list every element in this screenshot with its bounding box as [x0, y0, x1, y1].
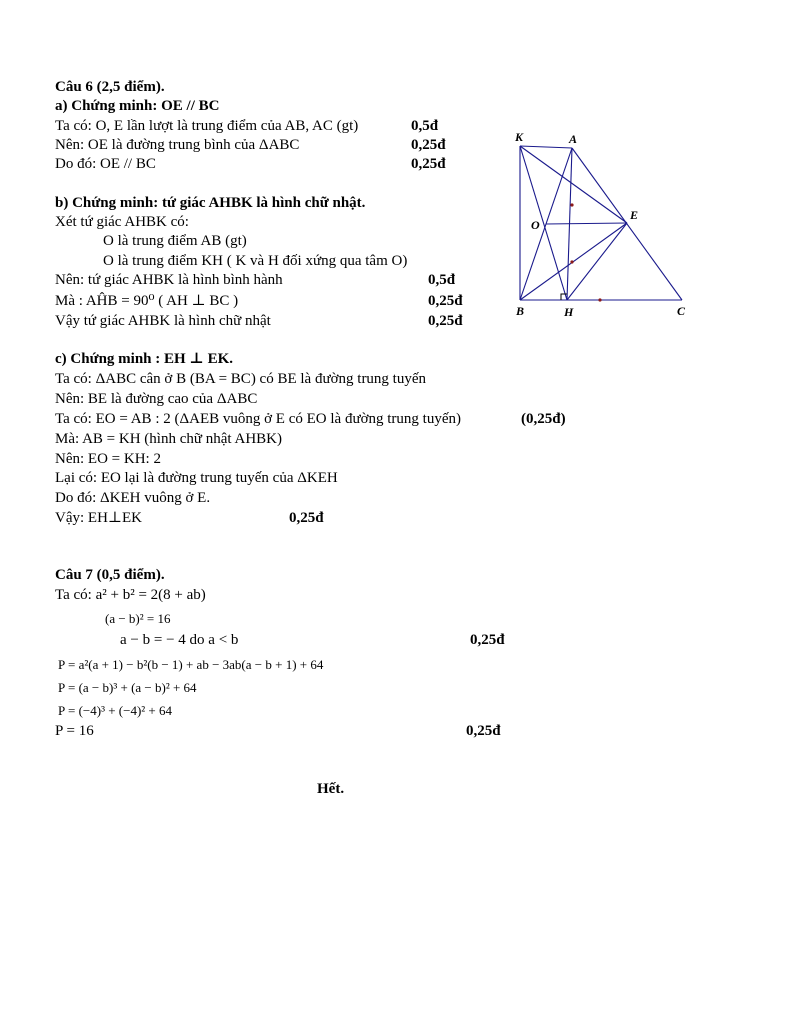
label-b: B: [516, 304, 525, 318]
label-c: C: [677, 304, 686, 318]
q7-score-7: 0,25đ: [466, 723, 501, 739]
q6-b-score-6: 0,25đ: [428, 313, 463, 329]
q6-b-line-6: Vậy tứ giác AHBK là hình chữ nhật: [55, 313, 271, 329]
q6-c-line-4: Mà: AB = KH (hình chữ nhật AHBK): [55, 431, 282, 447]
q7-line-1: Ta có: a² + b² = 2(8 + ab): [55, 587, 206, 603]
q7-title: Câu 7 (0,5 điểm).: [55, 567, 165, 583]
q6-title: Câu 6 (2,5 điểm).: [55, 79, 165, 95]
label-o: O: [531, 218, 540, 232]
q6-c-score-3: (0,25đ): [521, 411, 566, 427]
segment-ka: [520, 146, 572, 148]
label-e: E: [630, 208, 639, 222]
q6-a-line-3: Do đó: OE // BC: [55, 156, 156, 172]
q6-b-line-4: Nên: tứ giác AHBK là hình bình hành: [55, 272, 283, 288]
segment-ke: [520, 146, 627, 223]
q7-line-4: P = a²(a + 1) − b²(b − 1) + ab − 3ab(a − b + 1) + 64: [58, 657, 324, 672]
q6-b-score-4: 0,5đ: [428, 272, 456, 288]
q6-c-line-6: Lại có: EO lại là đường trung tuyến của ΔKEH: [55, 470, 338, 486]
q6-a-score-3: 0,25đ: [411, 156, 446, 172]
q6-a-line-1: Ta có: O, E lần lượt là trung điểm của AB, AC (gt): [55, 118, 359, 134]
label-a: A: [569, 132, 578, 146]
q6-c-line-3: Ta có: EO = AB : 2 (ΔAEB vuông ở E có EO là đường trung tuyến): [55, 411, 461, 427]
q6-c-line-5: Nên: EO = KH: 2: [55, 451, 161, 467]
q6-b-line-2: O là trung điểm AB (gt): [103, 233, 247, 249]
q6-c-line-7: Do đó: ΔKEH vuông ở E.: [55, 490, 211, 506]
q6-c-line-1: Ta có: ΔABC cân ở B (BA = BC) có BE là đường trung tuyến: [55, 371, 427, 387]
q7-line-5: P = (a − b)³ + (a − b)² + 64: [58, 680, 197, 695]
q6-a-heading: a) Chứng minh: OE // BC: [55, 98, 220, 114]
geometry-figure: [505, 128, 705, 323]
q6-b-line-1: Xét tứ giác AHBK có:: [55, 214, 189, 230]
q6-c-heading: c) Chứng minh : EH ⊥ EK.: [55, 351, 234, 367]
end-mark: Hết.: [317, 781, 345, 797]
q6-c-score-8: 0,25đ: [289, 510, 324, 526]
q6-a-line-2: Nên: OE là đường trung bình của ΔABC: [55, 137, 300, 153]
q6-b-line-5: Mà : AĤB = 90⁰ ( AH ⊥ BC ): [55, 293, 239, 309]
q6-c-line-8: Vậy: EH⊥EK: [55, 510, 143, 526]
q7-score-3: 0,25đ: [470, 632, 505, 648]
q6-a-score-1: 0,5đ: [411, 118, 439, 134]
segment-eh: [567, 223, 627, 300]
label-h: H: [564, 305, 574, 319]
q6-b-line-3: O là trung điểm KH ( K và H đối xứng qua tâm O): [103, 253, 408, 269]
point-marker: [598, 298, 601, 301]
q6-c-line-2: Nên: BE là đường cao của ΔABC: [55, 391, 258, 407]
q6-b-score-5: 0,25đ: [428, 293, 463, 309]
q6-a-score-2: 0,25đ: [411, 137, 446, 153]
q7-line-2: (a − b)² = 16: [105, 611, 171, 626]
point-marker: [570, 203, 573, 206]
segment-kh: [520, 146, 567, 300]
label-k: K: [515, 130, 524, 144]
q7-line-6: P = (−4)³ + (−4)² + 64: [58, 703, 173, 718]
q6-b-heading: b) Chứng minh: tứ giác AHBK là hình chữ nhật.: [55, 195, 366, 211]
q7-line-3: a − b = − 4 do a < b: [120, 632, 239, 648]
q7-line-7: P = 16: [55, 723, 94, 739]
point-marker: [570, 260, 573, 263]
segment-oe: [546, 223, 627, 224]
